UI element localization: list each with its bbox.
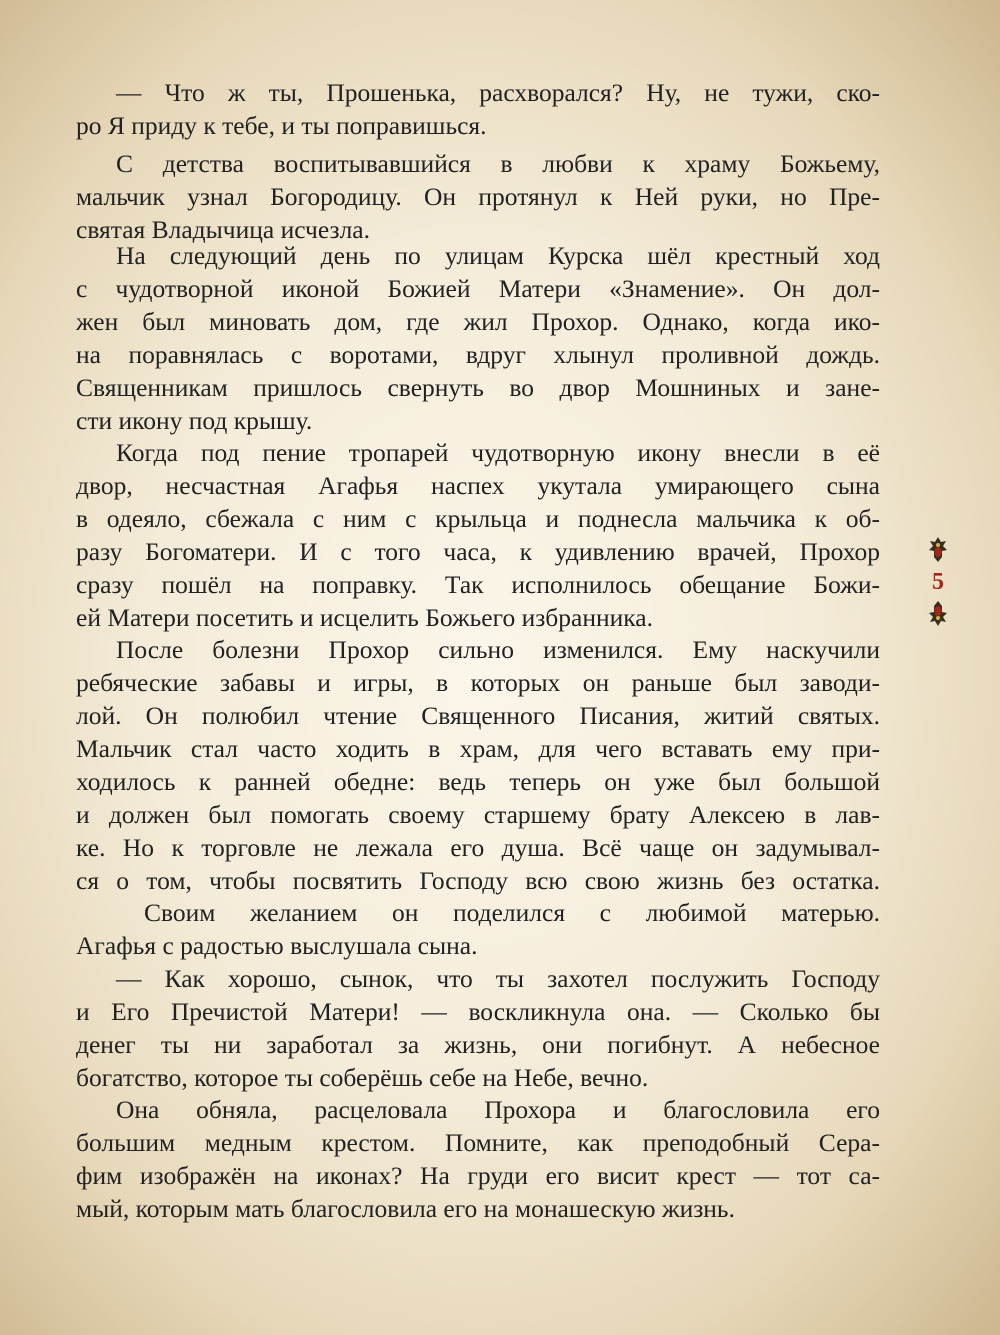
text-line: — Что ж ты, Прошенька, расхворался? Ну, не тужи, ско-: [116, 78, 880, 107]
text-line: жен был миновать дом, где жил Прохор. Однако, когда ико-: [76, 307, 880, 336]
text-line: фим изображён на иконах? На груди его висит крест — тот са-: [76, 1161, 880, 1190]
text-line: После болезни Прохор сильно изменился. Ему наскучили: [116, 635, 880, 664]
text-line: мый, которым мать благословила его на монашескую жизнь.: [76, 1194, 735, 1223]
text-line: мальчик узнал Богородицу. Он протянул к Ней руки, но Пре-: [76, 182, 880, 211]
text-line: двор, несчастная Агафья наспех укутала умирающего сына: [76, 471, 880, 500]
text-line: святая Владычица исчезла.: [76, 215, 370, 244]
text-line: на поравнялась с воротами, вдруг хлынул проливной дождь.: [76, 340, 880, 369]
text-line: — Как хорошо, сынок, что ты захотел послужить Господу: [116, 964, 880, 993]
text-line: сти икону под крышу.: [76, 406, 313, 435]
text-line: Агафья с радостью выслушала сына.: [76, 931, 478, 960]
text-line: ся о том, чтобы посвятить Господу всю свою жизнь без остатка.: [76, 866, 880, 895]
ornament-bottom-icon: [926, 598, 950, 628]
text-line: большим медным крестом. Помните, как преподобный Сера-: [76, 1128, 880, 1157]
text-line: с чудотворной иконой Божией Матери «Знамение». Он дол-: [76, 274, 880, 303]
text-line: лой. Он полюбил чтение Священного Писания, житий святых.: [76, 701, 880, 730]
text-line: На следующий день по улицам Курска шёл крестный ход: [116, 241, 880, 270]
text-line: денег ты ни заработал за жизнь, они погибнут. А небесное: [76, 1030, 880, 1059]
text-line: Когда под пение тропарей чудотворную икону внесли в её: [116, 438, 880, 467]
text-line: ке. Но к торговле не лежала его душа. Всё чаще он задумывал-: [76, 833, 880, 862]
text-line: Священникам пришлось свернуть во двор Мошниных и зане-: [76, 373, 880, 402]
text-line: Она обняла, расцеловала Прохора и благословила его: [116, 1095, 880, 1124]
text-line: Мальчик стал часто ходить в храм, для чего вставать ему при-: [76, 734, 880, 763]
text-line: в одеяло, сбежала с ним с крыльца и поднесла мальчика к об-: [76, 504, 880, 533]
page-number: 5: [932, 569, 944, 595]
text-line: и Его Пречистой Матери! — воскликнула она. — Сколько бы: [76, 997, 880, 1026]
ornament-top-icon: [926, 535, 950, 565]
text-line: и должен был помогать своему старшему брату Алексею в лав-: [76, 800, 880, 829]
text-line: ребяческие забавы и игры, в которых он раньше был заводи-: [76, 668, 880, 697]
text-line: ходилось к ранней обедне: ведь теперь он уже был большой: [76, 767, 880, 796]
text-line: разу Богоматери. И с того часа, к удивлению врачей, Прохор: [76, 537, 880, 566]
text-line: Своим желанием он поделился с любимой матерью.: [144, 898, 880, 927]
text-line: ей Матери посетить и исцелить Божьего избранника.: [76, 603, 653, 632]
text-line: С детства воспитывавшийся в любви к храму Божьему,: [116, 149, 880, 178]
text-line: сразу пошёл на поправку. Так исполнилось обещание Божи-: [76, 570, 880, 599]
text-line: богатство, которое ты соберёшь себе на Небе, вечно.: [76, 1063, 649, 1092]
text-line: ро Я приду к тебе, и ты поправишься.: [76, 111, 487, 140]
